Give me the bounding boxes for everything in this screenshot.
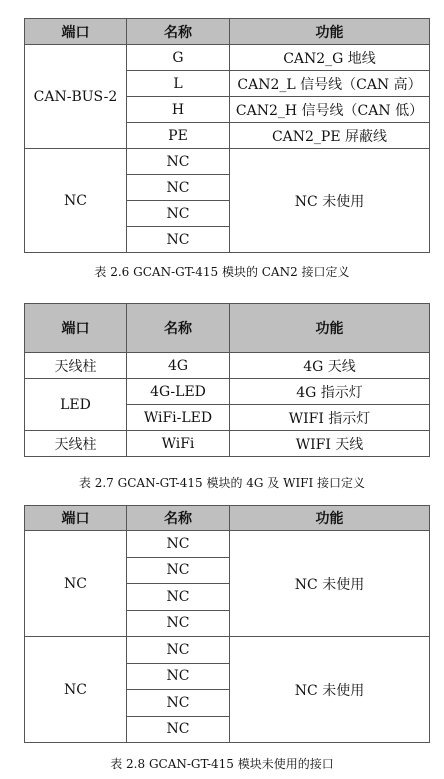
name-cell: G bbox=[127, 45, 230, 71]
table-caption: 表 2.7 GCAN-GT-415 模块的 4G 及 WIFI 接口定义 bbox=[78, 476, 366, 490]
table-row bbox=[25, 149, 430, 175]
can2-interface-table bbox=[24, 18, 430, 253]
function-cell: WIFI 天线 bbox=[230, 431, 430, 457]
table-row bbox=[25, 45, 430, 71]
port-cell: CAN-BUS-2 bbox=[25, 45, 127, 149]
name-cell: H bbox=[127, 97, 230, 123]
function-cell: NC 未使用 bbox=[230, 531, 430, 637]
table-header-row bbox=[25, 506, 430, 531]
header-name: 名称 bbox=[127, 506, 230, 531]
header-name: 名称 bbox=[127, 19, 230, 45]
name-cell: WiFi-LED bbox=[127, 405, 230, 431]
port-cell: LED bbox=[25, 379, 127, 431]
name-cell: NC bbox=[127, 175, 230, 201]
name-cell: NC bbox=[127, 531, 230, 558]
port-cell: 天线柱 bbox=[25, 353, 127, 379]
name-cell: NC bbox=[127, 584, 230, 611]
table-row bbox=[25, 531, 430, 558]
function-cell: CAN2_PE 屏蔽线 bbox=[230, 123, 430, 149]
function-cell: 4G 指示灯 bbox=[230, 379, 430, 405]
name-cell: PE bbox=[127, 123, 230, 149]
header-function: 功能 bbox=[230, 304, 430, 353]
function-cell: NC 未使用 bbox=[230, 149, 430, 253]
name-cell: WiFi bbox=[127, 431, 230, 457]
name-cell: NC bbox=[127, 557, 230, 584]
table-row bbox=[25, 353, 430, 379]
function-cell: CAN2_L 信号线（CAN 高） bbox=[230, 71, 430, 97]
header-function: 功能 bbox=[230, 19, 430, 45]
function-cell: CAN2_H 信号线（CAN 低） bbox=[230, 97, 430, 123]
header-port: 端口 bbox=[25, 506, 127, 531]
name-cell: NC bbox=[127, 637, 230, 664]
table-row bbox=[25, 379, 430, 405]
header-function: 功能 bbox=[230, 506, 430, 531]
name-cell: L bbox=[127, 71, 230, 97]
function-cell: CAN2_G 地线 bbox=[230, 45, 430, 71]
port-cell: NC bbox=[25, 531, 127, 637]
name-cell: NC bbox=[127, 201, 230, 227]
table-row bbox=[25, 637, 430, 664]
header-name: 名称 bbox=[127, 304, 230, 353]
unused-interface-table bbox=[24, 505, 430, 743]
4g-wifi-interface-table bbox=[24, 303, 430, 457]
port-cell: 天线柱 bbox=[25, 431, 127, 457]
name-cell: NC bbox=[127, 663, 230, 690]
name-cell: NC bbox=[127, 690, 230, 717]
name-cell: 4G bbox=[127, 353, 230, 379]
name-cell: 4G-LED bbox=[127, 379, 230, 405]
table-caption: 表 2.6 GCAN-GT-415 模块的 CAN2 接口定义 bbox=[94, 265, 350, 279]
port-cell: NC bbox=[25, 637, 127, 743]
table-header-row bbox=[25, 304, 430, 353]
table-caption: 表 2.8 GCAN-GT-415 模块未使用的接口 bbox=[110, 757, 334, 771]
header-port: 端口 bbox=[25, 304, 127, 353]
table-row bbox=[25, 431, 430, 457]
table-header-row bbox=[25, 19, 430, 45]
name-cell: NC bbox=[127, 610, 230, 637]
function-cell: 4G 天线 bbox=[230, 353, 430, 379]
function-cell: WIFI 指示灯 bbox=[230, 405, 430, 431]
name-cell: NC bbox=[127, 716, 230, 743]
name-cell: NC bbox=[127, 227, 230, 253]
header-port: 端口 bbox=[25, 19, 127, 45]
port-cell: NC bbox=[25, 149, 127, 253]
name-cell: NC bbox=[127, 149, 230, 175]
function-cell: NC 未使用 bbox=[230, 637, 430, 743]
